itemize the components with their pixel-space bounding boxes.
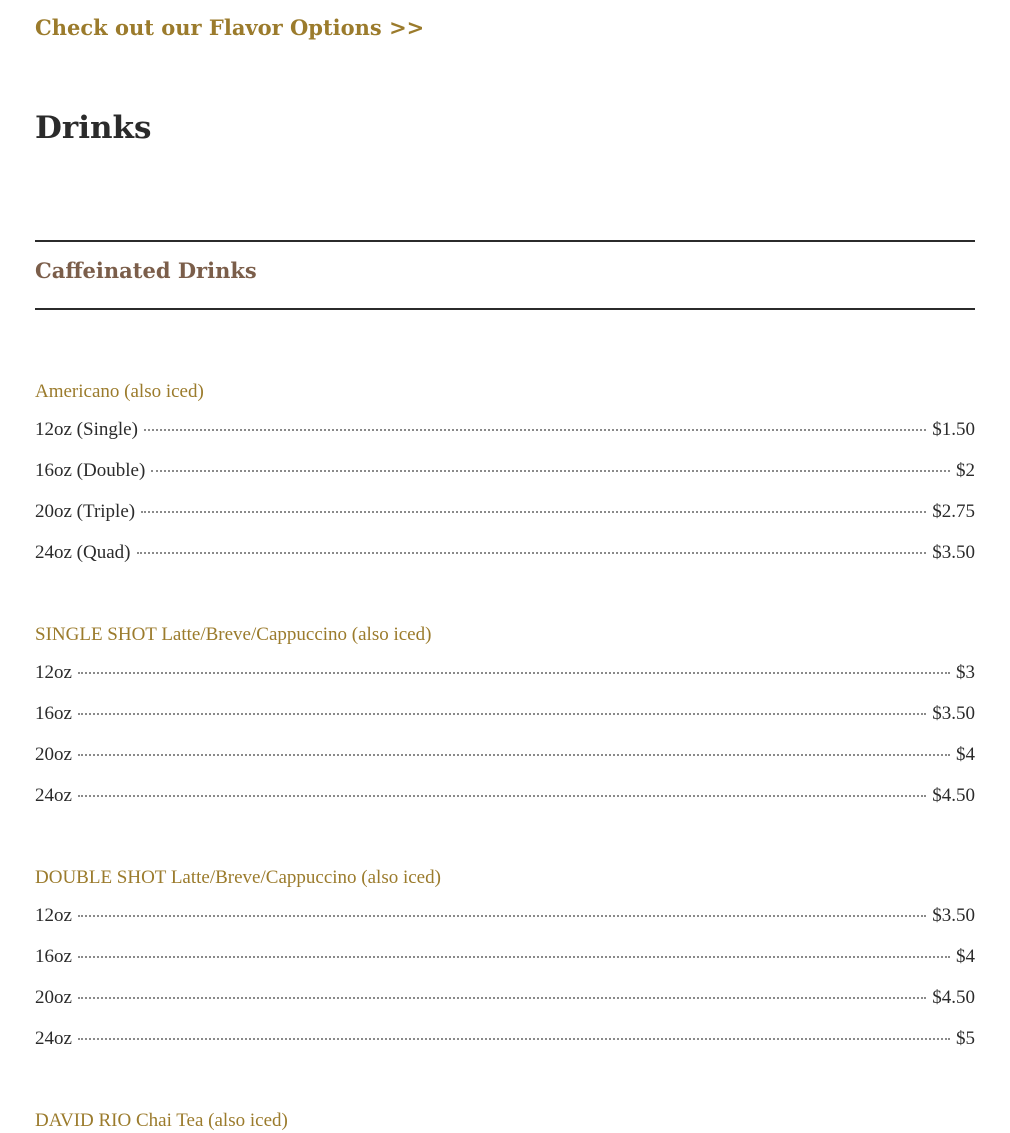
section-divider-bottom — [35, 308, 975, 310]
menu-item — [35, 744, 975, 768]
dot-leader — [137, 552, 927, 554]
menu-group-title: DOUBLE SHOT Latte/Breve/Cappuccino (also iced) — [35, 867, 441, 888]
menu-item-name: 16oz — [35, 946, 72, 967]
flavor-options-link[interactable]: Check out our Flavor Options >> — [35, 15, 425, 40]
dot-leader — [78, 997, 926, 999]
dot-leader — [144, 429, 926, 431]
menu-item-price: $3.50 — [932, 703, 975, 724]
menu-item-name: 20oz (Triple) — [35, 501, 136, 522]
section-divider-top — [35, 240, 975, 242]
menu-item — [35, 703, 975, 727]
menu-item — [35, 662, 975, 686]
menu-item-name: 12oz — [35, 662, 72, 683]
menu-item-name: 20oz — [35, 744, 72, 765]
menu-group-title: Americano (also iced) — [35, 381, 204, 402]
menu-item — [35, 905, 975, 929]
menu-item — [35, 542, 975, 566]
menu-item-name: 20oz — [35, 987, 72, 1008]
menu-item-price: $3.50 — [932, 905, 975, 926]
dot-leader — [78, 713, 926, 715]
menu-item-name: 24oz — [35, 785, 72, 806]
menu-item-price: $3.50 — [932, 542, 975, 563]
dot-leader — [151, 470, 950, 472]
menu-item — [35, 987, 975, 1011]
menu-item — [35, 501, 975, 525]
dot-leader — [78, 672, 950, 674]
menu-item-name: 24oz — [35, 1028, 72, 1049]
menu-item — [35, 785, 975, 809]
menu-item-name: 12oz — [35, 905, 72, 926]
menu-item — [35, 1028, 975, 1052]
menu-item-name: 24oz (Quad) — [35, 542, 131, 563]
dot-leader — [141, 511, 926, 513]
menu-group-title: DAVID RIO Chai Tea (also iced) — [35, 1110, 288, 1131]
dot-leader — [78, 956, 950, 958]
dot-leader — [78, 1038, 950, 1040]
menu-item-price: $4.50 — [932, 785, 975, 806]
menu-item-name: 12oz (Single) — [35, 419, 138, 440]
menu-item-name: 16oz (Double) — [35, 460, 146, 481]
section-heading: Caffeinated Drinks — [35, 258, 257, 283]
menu-group-title: SINGLE SHOT Latte/Breve/Cappuccino (also iced) — [35, 624, 432, 645]
menu-item-price: $2.75 — [932, 501, 975, 522]
menu-item — [35, 460, 975, 484]
menu-item — [35, 946, 975, 970]
menu-item-name: 16oz — [35, 703, 72, 724]
menu-item-price: $1.50 — [932, 419, 975, 440]
dot-leader — [78, 795, 926, 797]
menu-item-price: $2 — [956, 460, 975, 481]
page-title: Drinks — [35, 110, 152, 146]
dot-leader — [78, 915, 926, 917]
dot-leader — [78, 754, 950, 756]
menu-item-price: $4.50 — [932, 987, 975, 1008]
menu-item-price: $3 — [956, 662, 975, 683]
menu-item — [35, 419, 975, 443]
menu-item-price: $5 — [956, 1028, 975, 1049]
menu-item-price: $4 — [956, 744, 975, 765]
menu-item-price: $4 — [956, 946, 975, 967]
